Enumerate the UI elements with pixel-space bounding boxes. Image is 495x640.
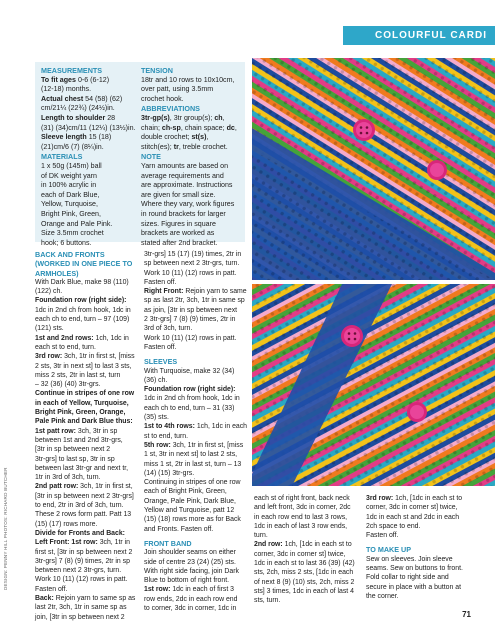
sleeves-heading: SLEEVES (144, 357, 178, 367)
note-line: sizes. Figures in square (141, 219, 216, 228)
text-line: 1 st, 3tr in next st] to last 2 sts, (144, 451, 238, 459)
sleeves-column (144, 250, 252, 613)
text-line: With right side facing, join Dark (144, 567, 239, 575)
materials-line: Yellow, Turquoise, (41, 200, 98, 209)
text-line: miss 2 sts, 2tr in last st, turn (35, 371, 121, 379)
note-line: Yarn amounts are based on (141, 161, 229, 170)
materials-heading: MATERIALS (41, 152, 83, 162)
text-line: Blue to bottom of right front. (144, 577, 230, 585)
make-up-heading: TO MAKE UP (366, 545, 411, 555)
section-header: COLOURFUL CARDI (343, 26, 495, 45)
note-line: are given for small size. (141, 190, 216, 199)
text-line: 1st to 4th rows: 1ch, 1dc in each (144, 423, 248, 431)
materials-line: Size 3.5mm crochet (41, 229, 104, 238)
text-line: (122) ch. (35, 288, 63, 296)
text-line: sp between next 2 3tr-grs, turn. (144, 260, 240, 268)
tension-block (141, 66, 245, 248)
text-line: Sew on sleeves. Join sleeve (366, 555, 453, 563)
text-line: 2 sts, 3tr in next st] to last 3 sts, (35, 362, 132, 370)
front-band-heading: FRONT BAND (144, 538, 192, 548)
text-line: These 2 rows form patt. Patt 13 (35, 511, 132, 519)
text-line: Orange, Pale Pink, Dark Blue, (144, 497, 236, 505)
text-line: 1tr in 3rd of 3ch, turn. (35, 474, 101, 482)
text-line: sp as last 2tr, 3ch, 1tr in same sp (144, 297, 245, 305)
front-band-column (254, 494, 362, 606)
text-line: 2 3tr-grs] 7 (8) (9) times, 2tr in (144, 316, 236, 324)
materials-line: 1 x 50g (145m) ball (41, 161, 102, 170)
materials-line: hook; 6 buttons. (41, 238, 92, 247)
row-label: Foundation row (right side): (35, 297, 127, 305)
text-line: Yellow and Turquoise, patt 12 (144, 507, 235, 515)
text-line: (14) (15) 3tr-grs. (144, 469, 195, 477)
text-line: st to end, turn. (144, 432, 189, 440)
text-line: 1st row: 1dc in each of first 3 (144, 586, 235, 594)
text-line: Continuing in stripes of one row (144, 479, 241, 487)
text-line: between 1st and 2nd 3tr-grs, (35, 436, 123, 444)
text-line: as join, [3tr in sp between next (144, 306, 238, 314)
length-2: (31) (34)cm/11 (12¼) (13½)in. (41, 123, 136, 132)
tension-line: over patt, using 3.5mm (141, 85, 214, 94)
text-line: last 2tr, 3ch, 1tr in same sp as (35, 604, 127, 612)
text-line: 1st patt row: 3ch, 3tr in sp (35, 427, 118, 435)
note-line: stated after 2nd bracket. (141, 238, 218, 247)
text-line: to end, 2tr in 3rd of 3ch, turn. (35, 502, 124, 510)
photo-credit: DESIGN: PENNY HILL PHOTOS: RICHARD BUTCHER (3, 467, 8, 590)
text-line: and left front, 3dc in corner, 2dc (254, 504, 351, 512)
text-line: 2nd row: 1ch, [1dc in each st to (254, 541, 352, 549)
measurements-heading: MEASUREMENTS (41, 66, 103, 75)
text-line: and Fronts. Fasten off. (144, 525, 214, 533)
abbrev-line: chain; ch-sp, chain space; dc, (141, 123, 237, 132)
crochet-photo-top (252, 58, 495, 280)
text-line: Fasten off. (366, 532, 399, 540)
text-line: in each row end to last 3 rows, (254, 513, 348, 521)
text-line: (15) (17) rows more. (35, 520, 98, 528)
sleeve: Sleeve length 15 (18) (41, 133, 112, 142)
text-line: in each of Yellow, Turquoise, (35, 399, 129, 407)
text-line: between next 2 3tr-grs, turn. (35, 567, 122, 575)
text-line: Join shoulder seams on either (144, 549, 236, 557)
text-line: 1dc in 2nd ch from hook, 1dc in (144, 395, 240, 403)
abbrev-line: 3tr-gp(s), 3tr group(s); ch, (141, 113, 225, 122)
text-line: [3tr in sp between next 2 3tr-grs] (35, 492, 134, 500)
text-line: (36) ch. (144, 376, 168, 384)
length: Length to shoulder 28 (41, 113, 116, 122)
text-line: Fasten off. (144, 278, 177, 286)
note-line: are approximate. Instructions (141, 181, 233, 190)
text-line: Left Front: 1st row: 3ch, 1tr in (35, 539, 130, 547)
text-line: 1dc in each of last 3 row ends, (254, 522, 348, 530)
text-line: Back: Rejoin yarn to same sp as (35, 594, 136, 602)
text-line: side of centre 23 (24) (25) sts. (144, 558, 236, 566)
text-line: between last 3tr-gr and next tr, (35, 464, 129, 472)
to-fit-2: (12-18) months. (41, 85, 92, 94)
text-line: Work 10 (11) (12) rows in patt. (144, 269, 237, 277)
materials-line: of DK weight yarn (41, 171, 97, 180)
text-line: each st to end, turn. (35, 343, 96, 351)
text-line: Bright Pink, Green, Orange, (35, 409, 126, 417)
text-line: (15) (18) rows more as for Back (144, 516, 241, 524)
text-line: 3rd of 3ch, turn. (144, 325, 193, 333)
text-line: 3rd row: 1ch, [1dc in each st to (366, 495, 463, 502)
text-line: Fold collar to right side and (366, 574, 449, 582)
back-fronts-heading: BACK AND FRONTS (35, 250, 105, 259)
text-line: [3tr in sp between next 2 (35, 446, 111, 454)
text-line: 5th row: 3ch, 1tr in first st, [miss (144, 441, 244, 449)
text-line: 3tr-grs] 15 (17) (19) times, 2tr in (144, 251, 242, 258)
page-number: 71 (462, 610, 471, 619)
text-line: sts, turn. (254, 597, 281, 605)
text-line: 2nd patt row: 3ch, 1tr in first st, (35, 483, 133, 491)
note-line: average requirements and (141, 171, 224, 180)
text-line: each ch to end, turn – 31 (33) (144, 404, 235, 412)
note-line: brackets are worked as (141, 229, 215, 238)
text-line: – 32 (36) (40) 3tr-grs. (35, 381, 101, 389)
actual-chest-2: cm/21¼ (22¾) (24½)in. (41, 104, 115, 113)
text-line: sts] 3 times, 1dc in each of last 4 (254, 587, 354, 595)
text-line: 3rd row: 3ch, 1tr in first st, [miss (35, 353, 135, 361)
text-line: sts, 2ch, miss 2 sts, [1dc in each (254, 569, 354, 577)
text-line: to corner, 3dc in corner, 1dc in (144, 604, 237, 612)
text-line: 1dc in each st and 2dc in each (366, 513, 460, 521)
tension-line: 18tr and 10 rows to 10x10cm, (141, 75, 235, 84)
abbrev-line: double crochet; st(s), (141, 133, 209, 142)
measurements-block (41, 66, 141, 248)
text-line: With Dark Blue, make 98 (110) (35, 278, 129, 286)
text-line: 3tr-grs] 7 (8) (9) times, 2tr in sp (35, 557, 130, 565)
actual-chest: Actual chest 54 (58) (62) (41, 94, 123, 103)
text-line: 1dc in each st to last 36 (39) (42) (254, 560, 355, 568)
materials-line: each of Dark Blue, (41, 190, 100, 199)
text-line: each of Bright Pink, Green, (144, 488, 227, 496)
tension-line: crochet hook. (141, 94, 184, 103)
text-line: first st, [3tr in sp between next 2 (35, 548, 133, 556)
abbreviations-heading: ABBREVIATIONS (141, 104, 200, 114)
text-line: of next 8 (9) (10) sts, 2ch, miss 2 (254, 578, 355, 586)
text-line: With Turquoise, make 32 (34) (144, 367, 235, 375)
materials-line: Bright Pink, Green, (41, 209, 101, 218)
text-line: miss 1 st, 2tr in last st, turn – 13 (144, 460, 242, 468)
back-fronts-heading: (WORKED IN ONE PIECE TO (35, 259, 133, 269)
text-line: Work 10 (11) (12) rows in patt. (144, 334, 237, 342)
text-line: 2ch space to end. (366, 522, 421, 530)
text-line: the corner. (366, 592, 399, 600)
text-line: corner, 3dc in corner st] twice, (254, 550, 346, 558)
back-fronts-heading: ARMHOLES) (35, 268, 79, 278)
back-and-fronts-column (35, 250, 141, 622)
text-line: corner, 3dc in corner st] twice, (366, 504, 458, 512)
materials-line: in 100% acrylic in (41, 181, 97, 190)
crochet-photo-bottom (252, 284, 495, 486)
text-line: each ch to end, turn – 97 (109) (35, 316, 130, 324)
text-line: each st of right front, back neck (254, 495, 350, 502)
text-line: Fasten off. (144, 343, 177, 351)
text-line: Right Front: Rejoin yarn to same (144, 288, 247, 296)
text-line: Divide for Fronts and Back: (35, 529, 125, 537)
to-fit: To fit ages 0-6 (6-12) (41, 75, 110, 84)
materials-line: Orange and Pale Pink. (41, 219, 113, 228)
cardigan-detail-image (252, 284, 495, 486)
text-line: 1st and 2nd rows: 1ch, 1dc in (35, 334, 129, 342)
text-line: 1dc in 2nd ch from hook, 1dc in (35, 306, 131, 314)
text-line: (35) sts. (144, 414, 169, 422)
text-line: 3tr-grs] to last sp, 3tr in sp (35, 455, 115, 463)
text-line: Work 10 (11) (12) rows in patt. (35, 576, 128, 584)
note-line: in round brackets for larger (141, 209, 226, 218)
tension-heading: TENSION (141, 66, 173, 75)
abbrev-line: stitch(es); tr, treble crochet. (141, 142, 228, 151)
text-line: (121) sts. (35, 325, 64, 333)
text-line: join, [3tr in sp between next 2 (35, 613, 125, 621)
text-line: Continue in stripes of one row (35, 390, 135, 398)
text-line: seams. Sew on buttons to front. (366, 565, 463, 573)
text-line: secure in place with a button at (366, 583, 461, 591)
make-up-column (366, 494, 474, 601)
note-heading: NOTE (141, 152, 161, 162)
sleeve-2: (21)cm/6 (7) (8¼)in. (41, 142, 104, 151)
text-line: Pale Pink and Dark Blue thus: (35, 418, 133, 426)
text-line: Fasten off. (35, 585, 68, 593)
text-line: turn. (254, 532, 268, 540)
crochet-texture-image (252, 58, 495, 280)
text-line: row ends, 2dc in each row end (144, 595, 238, 603)
text-line: Foundation row (right side): (144, 386, 236, 394)
note-line: Where they vary, work figures (141, 200, 235, 209)
